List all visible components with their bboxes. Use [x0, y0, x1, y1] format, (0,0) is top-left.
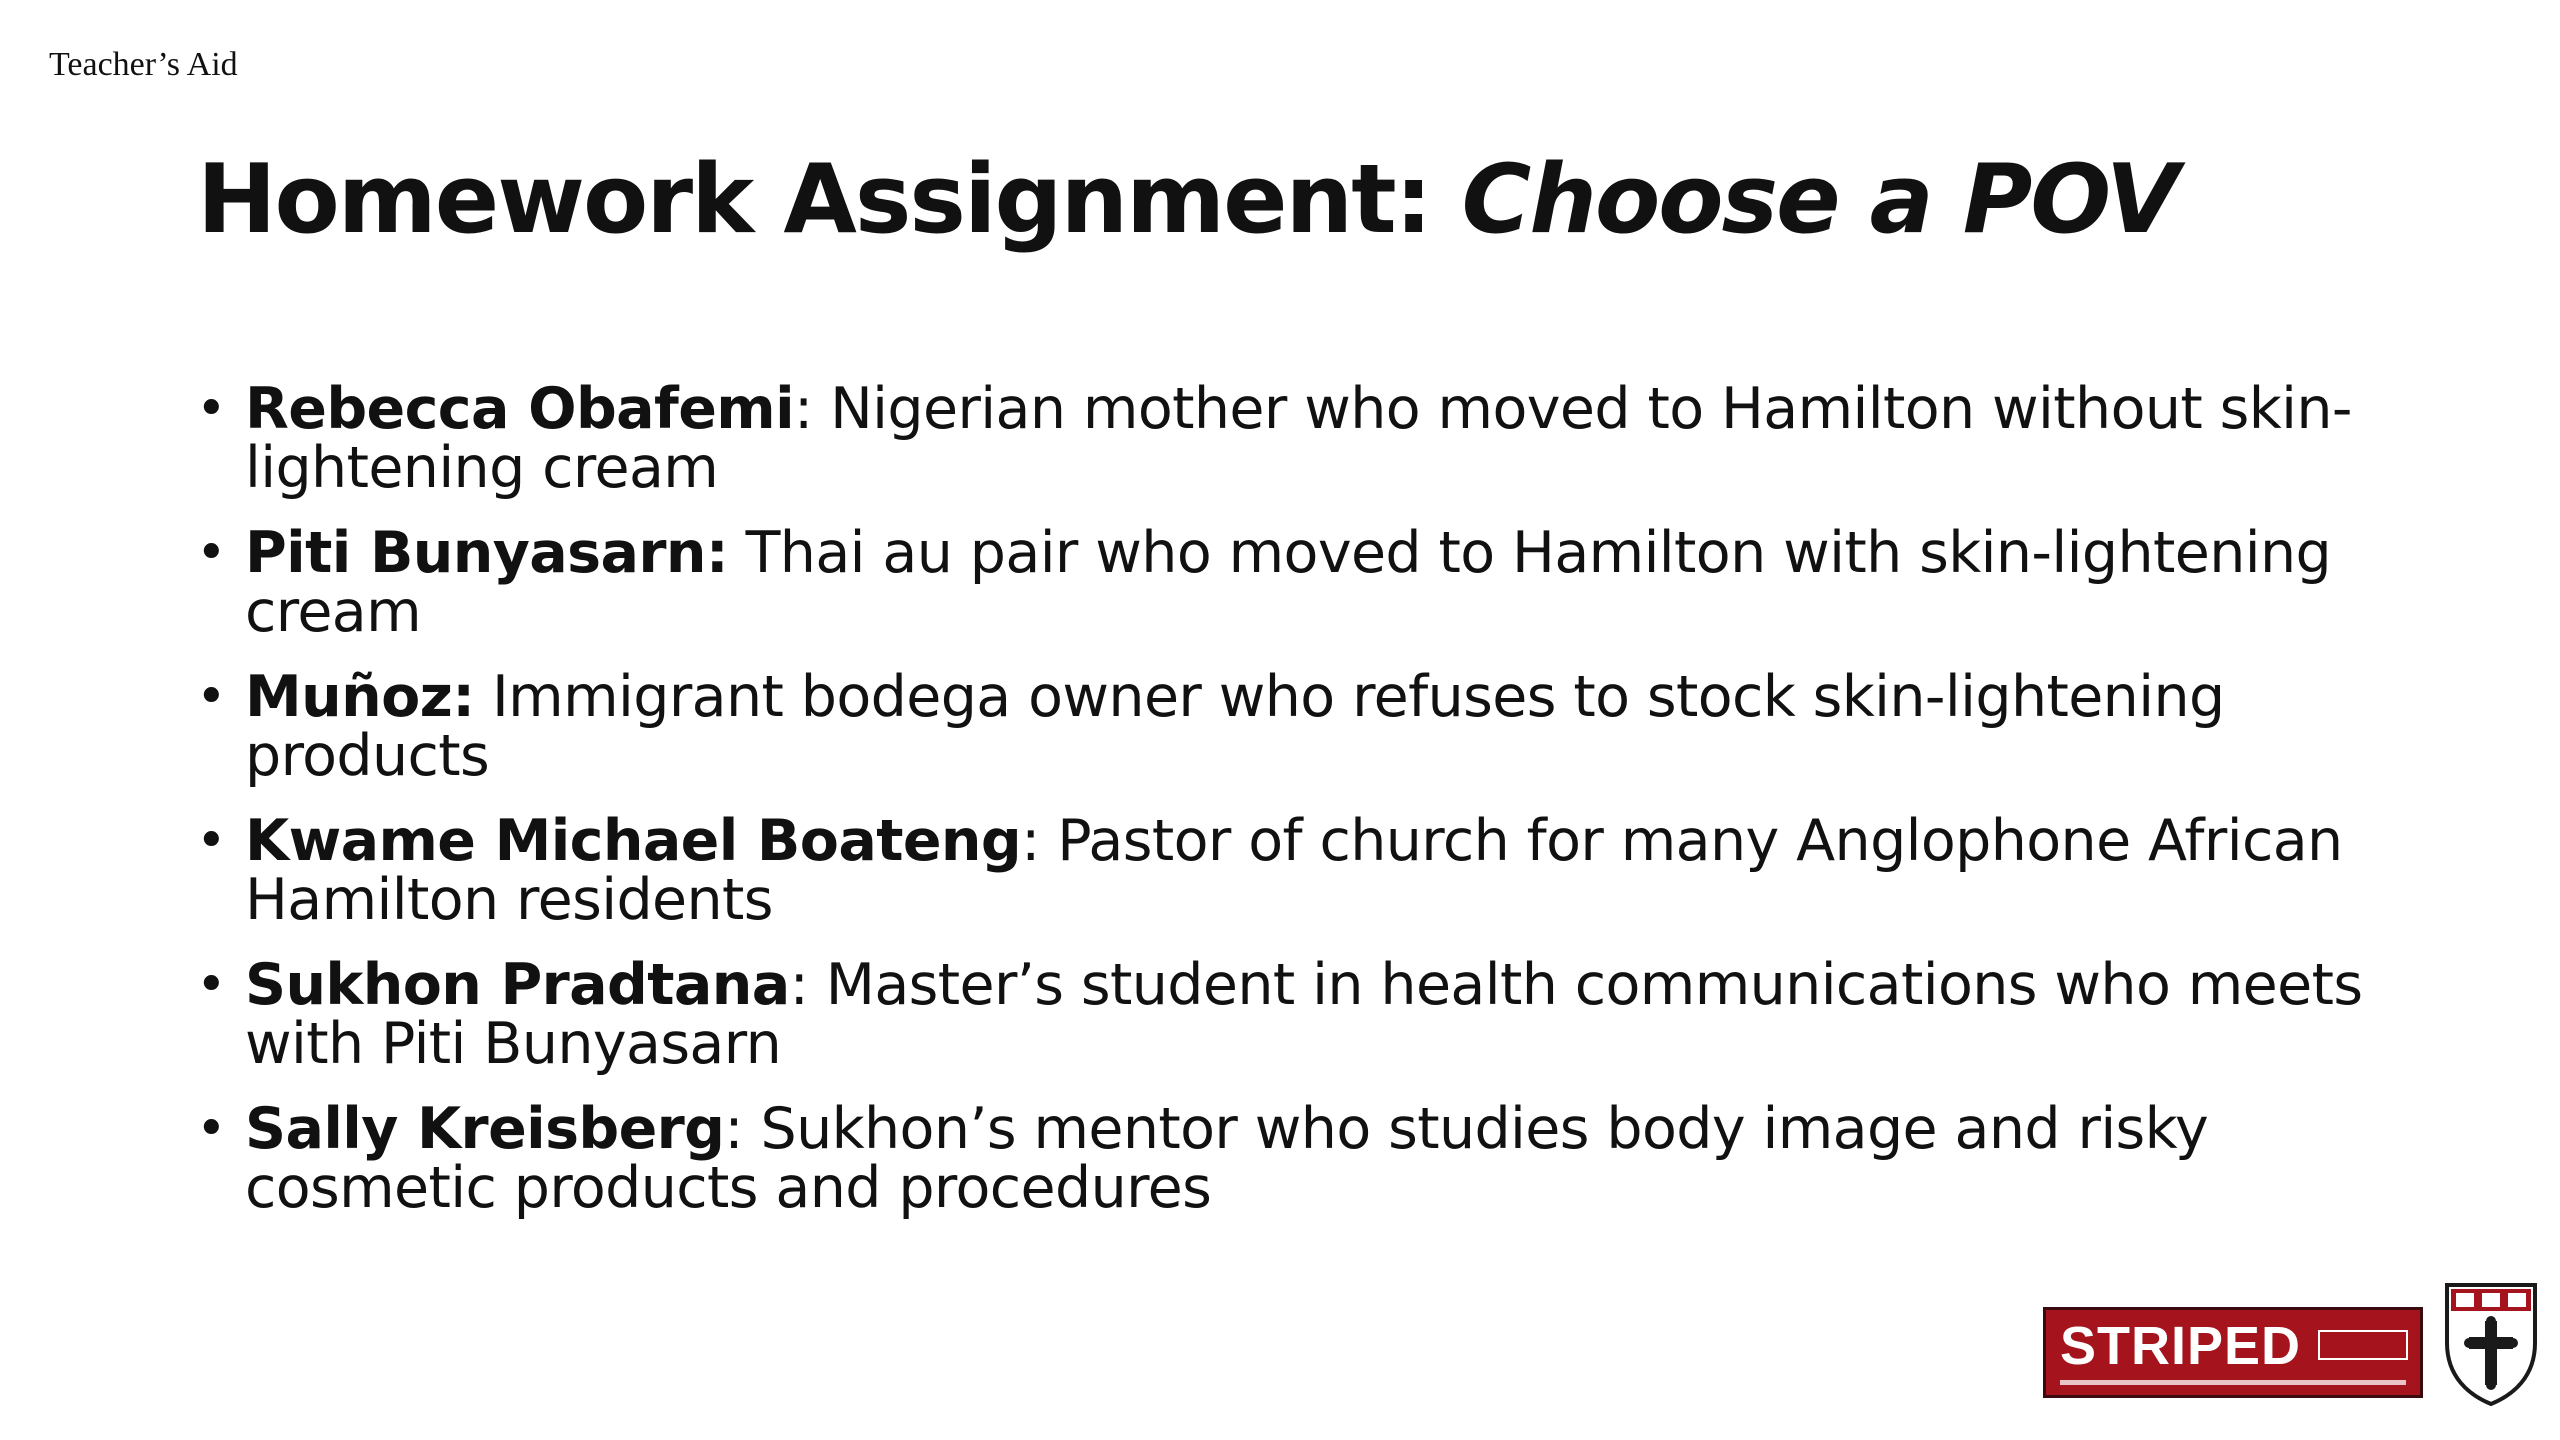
bullet-icon: •: [196, 523, 227, 583]
character-name: Rebecca Obafemi: [245, 376, 795, 442]
separator: :: [724, 1096, 761, 1162]
description-line-2: with Piti Bunyasarn: [245, 1011, 782, 1077]
striped-logo-text: STRIPED: [2060, 1316, 2302, 1376]
separator: :: [1021, 808, 1058, 874]
character-name: Piti Bunyasarn:: [245, 520, 729, 586]
header-label: Teacher’s Aid: [49, 46, 238, 83]
separator: [474, 664, 492, 730]
description-line-2: products: [245, 723, 490, 789]
character-name: Sukhon Pradtana: [245, 952, 790, 1018]
bullet-icon: •: [196, 811, 227, 871]
striped-logo-badge: [2318, 1330, 2408, 1360]
description-line-2: lightening cream: [245, 435, 719, 501]
character-name: Sally Kreisberg: [245, 1096, 725, 1162]
list-item: [196, 1096, 2396, 1221]
university-shield-icon: [2443, 1281, 2539, 1407]
bullet-icon: •: [196, 1099, 227, 1159]
separator: :: [789, 952, 826, 1018]
list-item: [196, 520, 2396, 645]
separator: :: [794, 376, 831, 442]
striped-logo-tagline: [2060, 1380, 2406, 1385]
description-line-1: Master’s student in health communications who meets: [825, 952, 2363, 1018]
description-line-2: cosmetic products and procedures: [245, 1155, 1212, 1221]
bullet-icon: •: [196, 379, 227, 439]
title-main: Homework Assignment:: [197, 145, 1462, 255]
list-item: [196, 664, 2396, 789]
separator: [728, 520, 746, 586]
character-name: Muñoz:: [245, 664, 475, 730]
striped-logo: [2043, 1307, 2423, 1398]
description-line-1: Sukhon’s mentor who studies body image and risky: [760, 1096, 2209, 1162]
description-line-1: Pastor of church for many Anglophone African: [1057, 808, 2343, 874]
title-italic: Choose a POV: [1461, 145, 2178, 255]
description-line-1: Nigerian mother who moved to Hamilton without skin-: [830, 376, 2352, 442]
description-line-2: Hamilton residents: [245, 867, 773, 933]
bullet-icon: •: [196, 955, 227, 1015]
description-line-1: Immigrant bodega owner who refuses to stock skin-lightening: [491, 664, 2225, 730]
bullet-icon: •: [196, 667, 227, 727]
slide-title: [197, 145, 2178, 255]
list-item: [196, 376, 2396, 501]
description-line-2: cream: [245, 579, 422, 645]
list-item: [196, 808, 2396, 933]
description-line-1: Thai au pair who moved to Hamilton with skin-lightening: [745, 520, 2332, 586]
character-name: Kwame Michael Boateng: [245, 808, 1022, 874]
bullet-list: [196, 376, 2396, 1244]
list-item: [196, 952, 2396, 1077]
